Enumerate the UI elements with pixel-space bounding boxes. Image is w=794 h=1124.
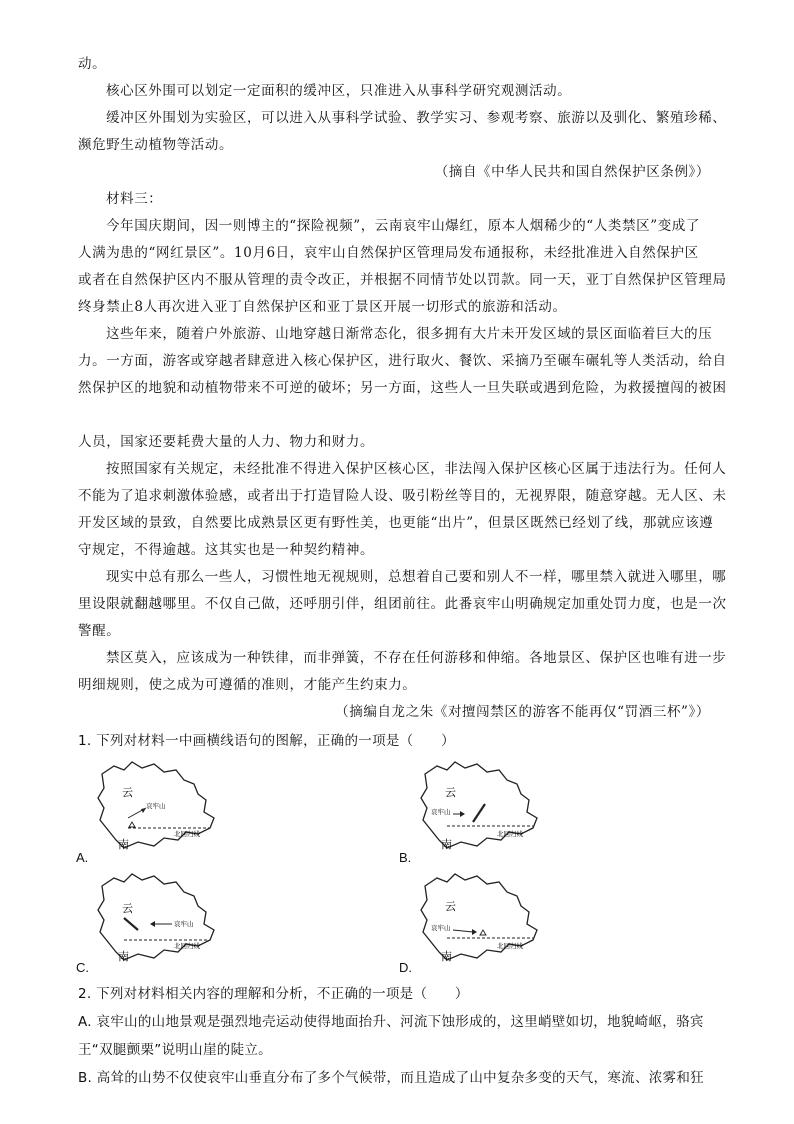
map-label-yun: 云 (122, 786, 133, 799)
passage-line: 按照国家有关规定，未经批准不得进入保护区核心区，非法闯入保护区核心区属于违法行为。任何人 (106, 461, 727, 477)
map-label-nan: 南 (441, 950, 452, 963)
map-label-mountain: 哀牢山 (431, 924, 451, 932)
map-option-c[interactable] (94, 872, 224, 964)
arrow-head (150, 921, 155, 927)
passage-line: 今年国庆期间，因一则博主的“探险视频”，云南哀牢山爆红，原本人烟稀少的“人类禁区”变成了 (106, 218, 701, 234)
passage-line: 不能为了追求刺激体验感，或者出于打造冒险人设、吸引粉丝等目的，无视界限，随意穿越。无人区、未 (78, 488, 727, 504)
passage-line: 明细规则，使之成为可遵循的准则，才能产生约束力。 (78, 677, 417, 693)
source-citation: （摘自《中华人民共和国自然保护区条例》） (434, 164, 710, 180)
option-c-label[interactable]: C. (76, 960, 89, 975)
arrow-head (472, 929, 477, 935)
arrow-head (460, 811, 465, 817)
passage-line: 或者在自然保护区内不服从管理的责令改正，并根据不同情节处以罚款。同一天，亚丁自然保护区管理局 (78, 272, 727, 288)
map-label-yun: 云 (445, 900, 456, 913)
passage-line: 这些年来，随着户外旅游、山地穿越日渐常态化，很多拥有大片未开发区域的景区面临着巨大的压 (106, 326, 713, 342)
option-a-label[interactable]: A. (76, 850, 89, 865)
mountain-range-mark (473, 804, 485, 822)
passage-line: 人员，国家还要耗费大量的人力、物力和财力。 (78, 434, 375, 450)
option-a-text[interactable]: A. 哀牢山的山地景观是强烈地壳运动使得地面抬升、河流下蚀形成的，这里峭壁如切，地貌崎岖，骆宾 (78, 1014, 704, 1030)
option-d-label[interactable]: D. (399, 960, 412, 975)
map-label-tropic: 北回归线 (174, 942, 200, 950)
map-label-mountain: 哀牢山 (174, 920, 194, 928)
map-option-b[interactable] (417, 760, 547, 852)
map-label-mountain: 哀牢山 (431, 808, 451, 816)
passage-line: 终身禁止8人再次进入亚丁自然保护区和亚丁景区开展一切形式的旅游和活动。 (78, 299, 567, 315)
map-label-nan: 南 (118, 838, 129, 851)
material-heading: 材料三： (106, 191, 163, 207)
map-label-yun: 云 (122, 902, 133, 915)
option-b-label[interactable]: B. (399, 850, 412, 865)
source-citation: （摘编自龙之朱《对擅闯禁区的游客不能再仅“罚酒三杯”》） (335, 704, 710, 720)
mountain-range-mark (124, 918, 138, 930)
passage-line: 力。一方面，游客或穿越者肆意进入核心保护区，进行取火、餐饮、采摘乃至碾车碾轧等人类活动，给自 (78, 353, 727, 369)
passage-line: 现实中总有那么一些人，习惯性地无视规则，总想着自己要和别人不一样，哪里禁入就进入哪里，哪 (106, 569, 727, 585)
question-2-stem: 2. 下列对材料相关内容的理解和分析，不正确的一项是（ ） (78, 986, 469, 1002)
passage-line: 开发区域的景致，自然要比成熟景区更有野性美，也更能“出片”，但景区既然已经划了线，那就应该遵 (78, 515, 714, 531)
map-option-d[interactable] (417, 872, 547, 964)
map-label-tropic: 北回归线 (497, 942, 523, 950)
peak-marker (480, 930, 486, 935)
passage-line: 禁区莫入，应该成为一种铁律，而非弹簧，不存在任何游移和伸缩。各地景区、保护区也唯有进一步 (106, 650, 727, 666)
map-label-mountain: 哀牢山 (146, 802, 166, 810)
question-1-stem: 1. 下列对材料一中画横线语句的图解，正确的一项是（ ） (78, 733, 455, 749)
option-a-text-cont: 王“双腿颤栗”说明山崖的陡立。 (78, 1042, 272, 1058)
passage-line: 缓冲区外围划为实验区，可以进入从事科学试验、教学实习、参观考察、旅游以及驯化、繁殖珍稀、 (106, 110, 727, 126)
map-option-a[interactable] (94, 760, 224, 852)
pointer-arrow (453, 930, 473, 932)
passage-line: 然保护区的地貌和动植物带来不可逆的破坏；另一方面，这些人一旦失联或遇到危险，为救援擅闯的被困 (78, 380, 727, 396)
passage-line: 动。 (78, 56, 107, 72)
peak-marker (129, 822, 135, 827)
passage-line: 警醒。 (78, 623, 121, 639)
map-label-nan: 南 (441, 838, 452, 851)
passage-line: 濒危野生动植物等活动。 (78, 137, 234, 153)
passage-line: 守规定，不得逾越。这其实也是一种契约精神。 (78, 542, 375, 558)
map-label-tropic: 北回归线 (174, 830, 200, 838)
map-label-yun: 云 (445, 786, 456, 799)
passage-line: 核心区外围可以划定一定面积的缓冲区，只准进入从事科学研究观测活动。 (106, 83, 572, 99)
passage-line: 里设限就翻越哪里。不仅自己做，还呼朋引伴，组团前往。此番哀牢山明确规定加重处罚力度，也是一次 (78, 596, 727, 612)
map-label-tropic: 北回归线 (497, 830, 523, 838)
passage-line: 人满为患的“网红景区”。10月6日，哀牢山自然保护区管理局发布通报称，未经批准进入自然保护区 (78, 245, 699, 261)
option-b-text[interactable]: B. 高耸的山势不仅使哀牢山垂直分布了多个气候带，而且造成了山中复杂多变的天气，寒流、浓雾和狂 (78, 1070, 704, 1086)
map-label-nan: 南 (118, 950, 129, 963)
